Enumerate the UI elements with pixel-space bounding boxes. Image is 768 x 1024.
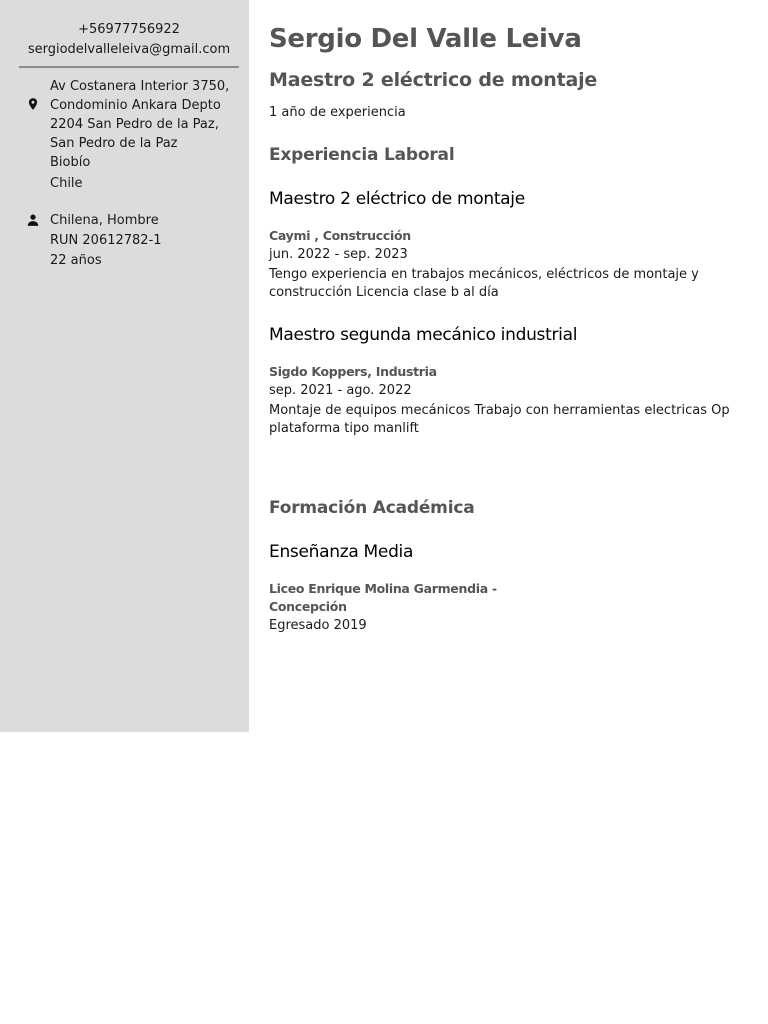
job-title: Maestro 2 eléctrico de montaje: [269, 189, 525, 209]
address-block: [50, 77, 240, 193]
nationality-gender: Chilena, Hombre: [50, 213, 159, 228]
address-line-4: San Pedro de la Paz: [50, 136, 178, 151]
job-title: Maestro segunda mecánico industrial: [269, 325, 578, 345]
phone-number[interactable]: +56977756922: [78, 22, 180, 37]
sidebar: [0, 0, 249, 732]
education-school: Liceo Enrique Molina Garmendia - Concepción: [269, 581, 497, 614]
email-address[interactable]: sergiodelvalleleiva@gmail.com: [27, 42, 231, 57]
address-line-2: Condominio Ankara Depto: [50, 98, 221, 113]
education-title: Enseñanza Media: [269, 542, 414, 562]
address-region: Biobío: [50, 155, 91, 170]
headline: Maestro 2 eléctrico de montaje: [269, 69, 598, 91]
address-line-1: Av Costanera Interior 3750,: [50, 79, 230, 94]
age: 22 años: [50, 253, 102, 268]
contact-block: [0, 20, 258, 60]
person-icon: [26, 213, 40, 227]
job-period: jun. 2022 - sep. 2023: [269, 247, 408, 262]
job-company: Sigdo Koppers, Industria: [269, 364, 437, 379]
experience-years: 1 año de experiencia: [269, 105, 406, 120]
job-period: sep. 2021 - ago. 2022: [269, 383, 412, 398]
personal-info-block: [50, 211, 240, 271]
address-line-3: 2204 San Pedro de la Paz,: [50, 117, 219, 132]
address-country: Chile: [50, 176, 83, 191]
job-description: Tengo experiencia en trabajos mecánicos, eléctricos de montaje y construcción Licencia clase b al día: [269, 267, 699, 300]
run-number: RUN 20612782-1: [50, 233, 162, 248]
education-status: Egresado 2019: [269, 618, 367, 633]
job-company: Caymi , Construcción: [269, 228, 411, 243]
candidate-name: Sergio Del Valle Leiva: [269, 24, 582, 54]
job-description: Montaje de equipos mecánicos Trabajo con herramientas electricas Op plataforma tipo manlift: [269, 403, 730, 436]
education-section-title: Formación Académica: [269, 498, 475, 518]
sidebar-divider: [19, 66, 239, 68]
experience-section-title: Experiencia Laboral: [269, 145, 455, 165]
location-pin-icon: [26, 97, 40, 111]
